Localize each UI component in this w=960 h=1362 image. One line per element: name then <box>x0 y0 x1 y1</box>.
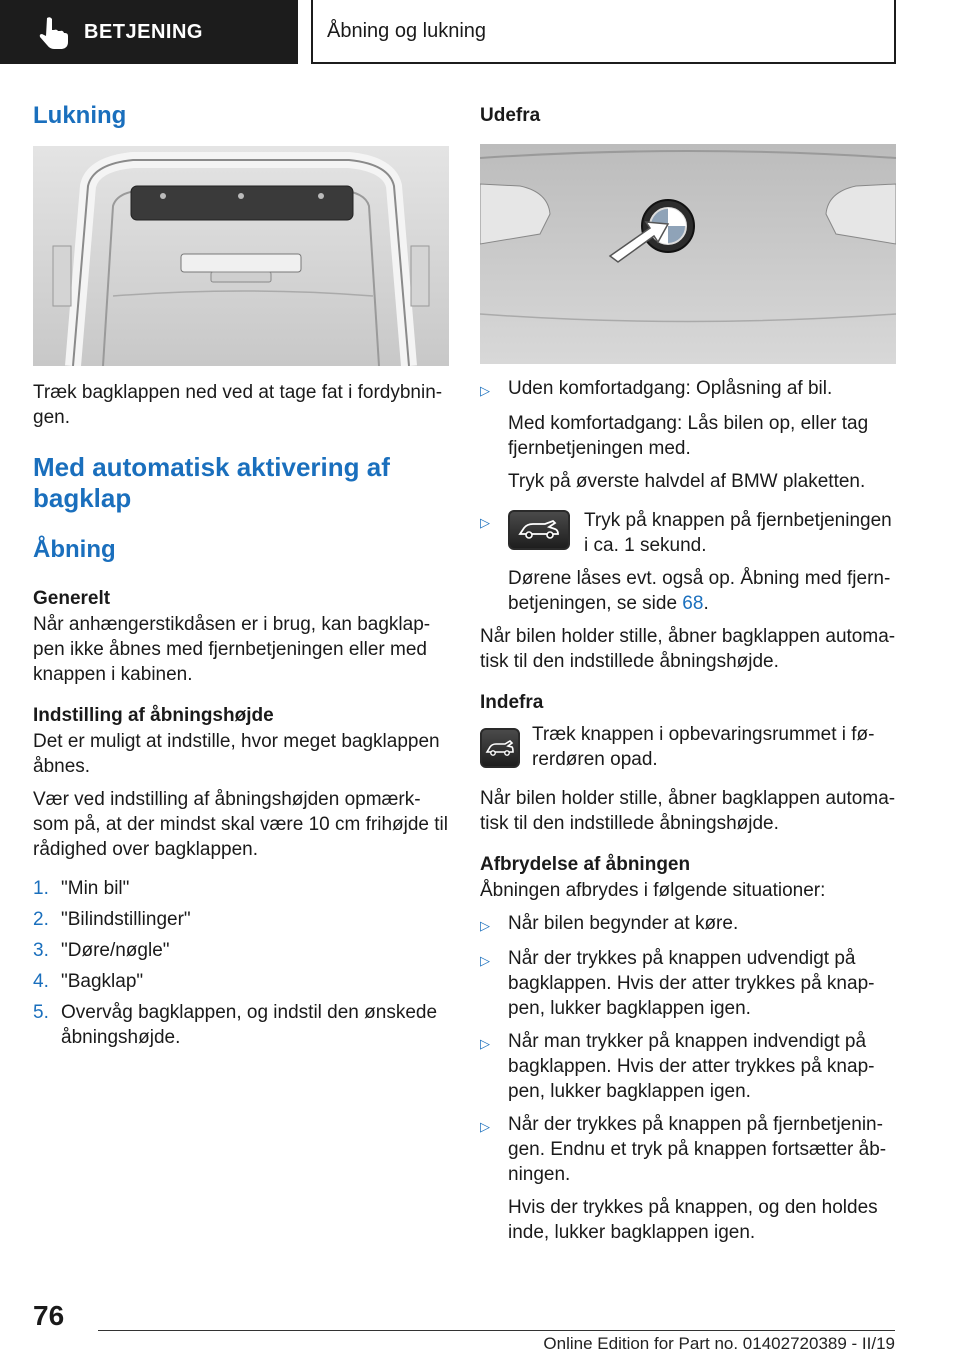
p2: Når bilen holder stille, åbner bagklappen automa-tisk til den indstillede åbningshøjde. <box>480 788 896 834</box>
edition-note: Online Edition for Part no. 01402720389 - II/19 <box>543 1334 895 1353</box>
triangle-right-icon: ▷ <box>480 918 490 933</box>
triangle-right-icon: ▷ <box>480 1036 490 1051</box>
list-item: ▷ Når der trykkes på knappen udvendigt på bagklappen. Hvis der atter trykkes på knap-pen, lukker bagklappen igen. <box>480 948 875 1019</box>
page-number: 76 <box>33 1300 65 1331</box>
list-item: ▷ Tryk på knappen på fjernbetjeningen i ca. 1 sekund. <box>480 510 892 556</box>
indstilling-text-1: Det er muligt at indstille, hvor meget bagklappen åbnes. <box>33 731 440 777</box>
list-item: ▷ Når der trykkes på knappen på fjernbetjenin-gen. Endnu et tryk på knappen fortsætter åb-ningen. <box>480 1114 887 1185</box>
udefra-heading: Udefra <box>480 105 541 126</box>
section-title: BETJENING <box>84 20 203 43</box>
triangle-right-icon: ▷ <box>480 515 490 530</box>
list-item: ▷ Når man trykker på knappen indvendigt på bagklappen. Hvis der atter trykkes på knap-pen, lukker bagklappen igen. <box>480 1031 875 1102</box>
b2-sub: Dørene låses evt. også op. Åbning med fjern-betjeningen, se side 68. <box>508 568 891 614</box>
list-item: ▷ Når bilen begynder at køre. <box>480 911 896 938</box>
list-item: 2. "Bilindstillinger" <box>33 909 191 930</box>
triangle-right-icon: ▷ <box>480 953 490 968</box>
list-item: 5. Overvåg bagklappen, og indstil den ønskede åbningshøjde. <box>33 1002 438 1048</box>
afbryd-intro: Åbningen afbrydes i følgende situationer: <box>480 880 826 901</box>
list-item: ▷ Uden komfortadgang: Oplåsning af bil. <box>480 376 896 403</box>
indefra-text: Træk knappen i opbevaringsrummet i fø-rerdøren opad. <box>532 724 875 770</box>
b1-sub-1: Med komfortadgang: Lås bilen op, eller tag fjernbetjeningen med. <box>508 413 869 459</box>
page-link[interactable]: 68 <box>682 593 704 614</box>
list-item: 1. "Min bil" <box>33 878 130 899</box>
list-item: 3. "Døre/nøgle" <box>33 940 170 961</box>
indefra-heading: Indefra <box>480 692 544 713</box>
triangle-right-icon: ▷ <box>480 1119 490 1134</box>
indstilling-heading: Indstilling af åbningshøjde <box>33 705 274 726</box>
lukning-text: Træk bagklappen ned ved at tage fat i fordybnin-gen. <box>33 382 443 428</box>
auto-heading: Med automatisk aktivering af bagklap <box>33 452 390 513</box>
steps-list <box>33 876 449 1050</box>
list-item: 4. "Bagklap" <box>33 971 144 992</box>
chapter-title: Åbning og lukning <box>327 19 487 42</box>
lukning-heading: Lukning <box>33 102 127 129</box>
abning-heading: Åbning <box>33 536 116 563</box>
p1: Når bilen holder stille, åbner bagklappen automa-tisk til den indstillede åbningshøjde. <box>480 626 896 672</box>
indstilling-text-2: Vær ved indstilling af åbningshøjden opmærk-som på, at der mindst skal være 10 cm frihøjde til rådighed over bagklappen. <box>33 789 448 860</box>
right-column <box>480 100 896 1245</box>
generelt-text: Når anhængerstikdåsen er i brug, kan bagklap-pen ikke åbnes med fjernbetjeningen eller med knappen i kabinen. <box>33 614 431 685</box>
afbryd-last-sub: Hvis der trykkes på knappen, og den holdes inde, lukker bagklappen igen. <box>508 1197 878 1243</box>
tailgate-interior-image <box>33 146 449 366</box>
indefra-block <box>480 722 896 772</box>
left-column <box>33 100 449 1050</box>
afbryd-heading: Afbrydelse af åbningen <box>480 854 691 875</box>
car-trunk-key-icon <box>508 510 570 550</box>
car-door-button-icon <box>480 728 520 768</box>
generelt-heading: Generelt <box>33 588 111 609</box>
rear-badge-image <box>480 144 896 364</box>
footer-divider <box>98 1330 895 1331</box>
b1-sub-2: Tryk på øverste halvdel af BMW plaketten. <box>508 471 866 492</box>
hand-pointer-icon <box>34 14 70 50</box>
triangle-right-icon: ▷ <box>480 383 490 398</box>
section-tab <box>0 0 298 64</box>
chapter-header <box>311 0 896 64</box>
